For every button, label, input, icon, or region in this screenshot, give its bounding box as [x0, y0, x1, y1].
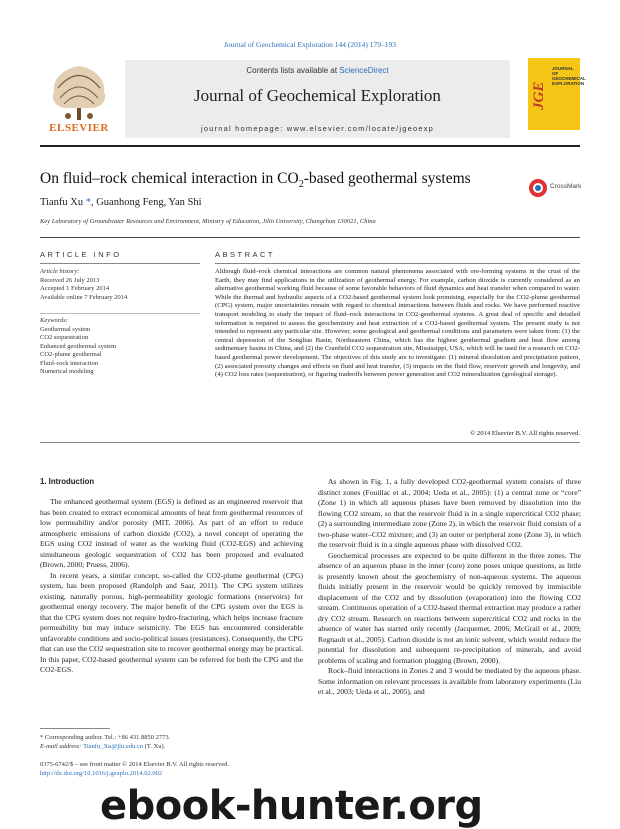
contents-line	[125, 66, 510, 75]
title-part-b: -based geothermal systems	[303, 170, 471, 187]
corresponding-author-mark[interactable]: *	[85, 197, 91, 208]
keywords-list	[40, 317, 200, 377]
bottom-info	[40, 760, 229, 778]
history-item: Available online 7 February 2014	[40, 293, 128, 301]
history-item: Accepted 1 February 2014	[40, 285, 110, 292]
header-divider	[40, 145, 580, 147]
elsevier-logo[interactable]	[40, 58, 118, 140]
title-divider	[40, 237, 580, 238]
author-list	[40, 197, 202, 208]
body-paragraph: Geochemical processes are expected to be quite different in the three zones. The absence of an aqueous phase in the inner (core) zone poses unique questions, as little is presently known about the geochemistry of non-aqueous systems. The aqueous fluids initially present in the reservoir would be quickly removed by immiscible displacement of the CO2 and by dissolution (evaporation) into the flowing CO2 stream. Continuous operation of a CO2-based thermal extraction may produce a rather dry CO2 stream. Research on reactions between supercritical CO2 and rocks in the absence of water has started only recently (Jacquemet, 2006; McGrail et al., 2009; Regnault et al., 2005). Carbon dioxide is not an ionic solvent, which would reduce the potential for dissolution and subsequent re-precipitation of minerals, and avoid problems of scaling and formation plugging (Brown, 2000).	[318, 550, 581, 665]
publisher-name: ELSEVIER	[49, 122, 109, 134]
homepage-prefix: journal homepage:	[200, 124, 287, 133]
email-link[interactable]: Tianfu_Xu@jlu.edu.cn	[83, 743, 144, 750]
footnote-rule	[40, 728, 110, 729]
homepage-url[interactable]: www.elsevier.com/locate/jgeoexp	[286, 124, 435, 133]
affiliation: Key Laboratory of Groundwater Resources and Environment, Ministry of Education, Jilin University, Changchun 130021, China	[40, 218, 376, 225]
author-others: , Guanhong Feng, Yan Shi	[90, 197, 202, 208]
journal-homepage	[125, 124, 510, 133]
history-item: Received 26 July 2013	[40, 276, 100, 284]
keyword: Numerical modeling	[40, 368, 94, 375]
cover-abbrev: JGE	[531, 81, 547, 110]
doi-link[interactable]: http://dx.doi.org/10.1016/j.gexplo.2014.02.002	[40, 770, 163, 777]
article-history	[40, 268, 200, 302]
abstract-rule	[215, 263, 580, 264]
email-suffix: (T. Xu).	[143, 743, 166, 750]
contents-prefix: Contents lists available at	[246, 66, 340, 75]
watermark: ebook-hunter.org	[100, 783, 483, 829]
footnote	[40, 733, 170, 751]
email-line	[40, 742, 170, 751]
crossmark-badge[interactable]	[528, 178, 588, 198]
body-paragraph: As shown in Fig. 1, a fully developed CO2-geothermal system consists of three distinct zones (Fouillac et al., 2004; Ueda et al., 2005): (1) a central zone or “core” (Zone 1) in which all aqueous phases have been removed by dissolution into the flowing CO2 stream, so that the reservoir fluid is in a single supercritical CO2 phase; (2) a surrounding intermediate zone (Zone 2), in which the reservoir fluid consists of a two-phase water–CO2 mixture; and (3) an outer or peripheral zone (Zone 3), in which the reservoir fluid is in a single aqueous phase with dissolved CO2.	[318, 477, 581, 549]
article-title	[40, 170, 500, 190]
body-paragraph: Rock–fluid interactions in Zones 2 and 3 would be mediated by the aqueous phase. Some information on relevant processes is available from laboratory experiments (Liu et al., 2003; Ueda et al., 2005), and	[318, 666, 581, 696]
journal-title: Journal of Geochemical Exploration	[194, 86, 441, 105]
issn-line: 0375-6742/$ – see front matter © 2014 Elsevier B.V. All rights reserved.	[40, 761, 229, 768]
abstract-divider	[40, 442, 580, 443]
email-label: E-mail address:	[40, 743, 84, 750]
body-paragraph: In recent years, a similar concept, so-called the CO2-plume geothermal (CPG) system, has been proposed (Randolph and Saar, 2011). The CPG system utilizes existing, naturally porous, high-permeability geologic formations (reservoirs) for geothermal energy recovery. The major benefit of the CPG system over the EGS is that the CPG system does not require hydro-fracturing, which helps increase fracture permeability but may induce seismicity. The EGS has encountered considerable unfavorable conditions and socio-political issues (resistances). Consequently, the CPG that can use the CO2 sequestration site to recover geothermal energy may be practical. In this paper, CO2-based geothermal system can be referred for both the CPG and the CO2-EGS.	[40, 570, 303, 674]
sciencedirect-link[interactable]: ScienceDirect	[339, 66, 389, 75]
keyword: CO2 sequestration	[40, 334, 89, 341]
abstract-heading: ABSTRACT	[215, 250, 276, 259]
corresponding-author-note: * Corresponding author. Tel.: +86 431 8850 2773.	[40, 734, 171, 741]
title-part-a: On fluid–rock chemical interaction in CO	[40, 170, 299, 187]
right-column	[318, 477, 581, 698]
abstract-text: Although fluid–rock chemical interactions are common natural phenomena associated with ore-forming systems in the crust of the Earth, they may find applications in the utilization of geothermal energy. For example, carbon dioxide is currently considered as an alternative geothermal working fluid because of some favorable behaviors of fluid dynamics and heat transfer when compared to water. While the thermal and hydraulic aspects of a CO2-based geothermal system look promising, especially for the CO2-plume geothermal (CPG) system, major uncertainties remain with regard to chemical interactions between fluids and rocks. We have performed reactive transport modeling to study the impact of fluid–rock interactions in CO2-geothermal systems. A great deal of specific and detailed information is required to assess the geochemistry and heat extraction of a CO2-based geothermal system. The present study is not intended to represent any particular site. However, some geological and geothermal conditions and parameters were taken from: (1) the central depression of the Songliao Basin, Northeastern China, which has the highest geothermal gradient and heat flow among sedimentary basins in China, and (2) the Cranfield CO2 sequestration site, Mississippi, USA, which will be used for a research on CO2-based geothermal power development. The objectives of this study are to investigate: (1) mineral dissolution and precipitation pattern, (2) associated porosity changes and effects on fluid and heat transfer, (3) impacts on the fluid flow, reservoir growth and longevity, and (4) CO2 loss rates (sequestration), or figuring tradeoffs between power generation and CO2 mineralization (geological storage).	[215, 268, 580, 379]
history-label: Article history:	[40, 268, 80, 275]
keyword: Enhanced geothermal system	[40, 342, 117, 350]
keywords-rule	[40, 313, 200, 314]
keywords-label: Keywords:	[40, 317, 68, 324]
author-first: Tianfu Xu	[40, 197, 86, 208]
crossmark-icon	[528, 178, 548, 198]
keyword: Fluid–rock interaction	[40, 359, 98, 367]
cover-title: JOURNAL OF GEOCHEMICAL EXPLORATION	[552, 66, 586, 86]
crossmark-label: CrossMark	[550, 183, 582, 190]
keyword: CO2-plume geothermal	[40, 351, 102, 358]
article-info-rule	[40, 263, 200, 264]
keyword: Geothermal system	[40, 325, 91, 333]
left-column	[40, 497, 303, 676]
article-info-heading: ARTICLE INFO	[40, 250, 122, 259]
journal-cover[interactable]	[528, 58, 586, 130]
title-subscript: 2	[298, 179, 304, 191]
section-heading-introduction: 1. Introduction	[40, 477, 95, 486]
journal-reference[interactable]: Journal of Geochemical Exploration 144 (2014) 179–193	[223, 40, 397, 49]
abstract-copyright: © 2014 Elsevier B.V. All rights reserved.	[470, 430, 580, 437]
body-paragraph: The enhanced geothermal system (EGS) is defined as an engineered reservoir that has been created to extract economical amounts of heat from geothermal resources of low permeability and/or porosity (MIT, 2006). As part of an effort to reduce atmospheric emissions of carbon dioxide (CO2), a novel concept of operating the EGS using CO2 instead of water as the working fluid (CO2-EGS) and achieving simultaneous geologic sequestration of CO2 has been proposed and evaluated (Brown, 2000; Pruess, 2006).	[40, 497, 303, 569]
